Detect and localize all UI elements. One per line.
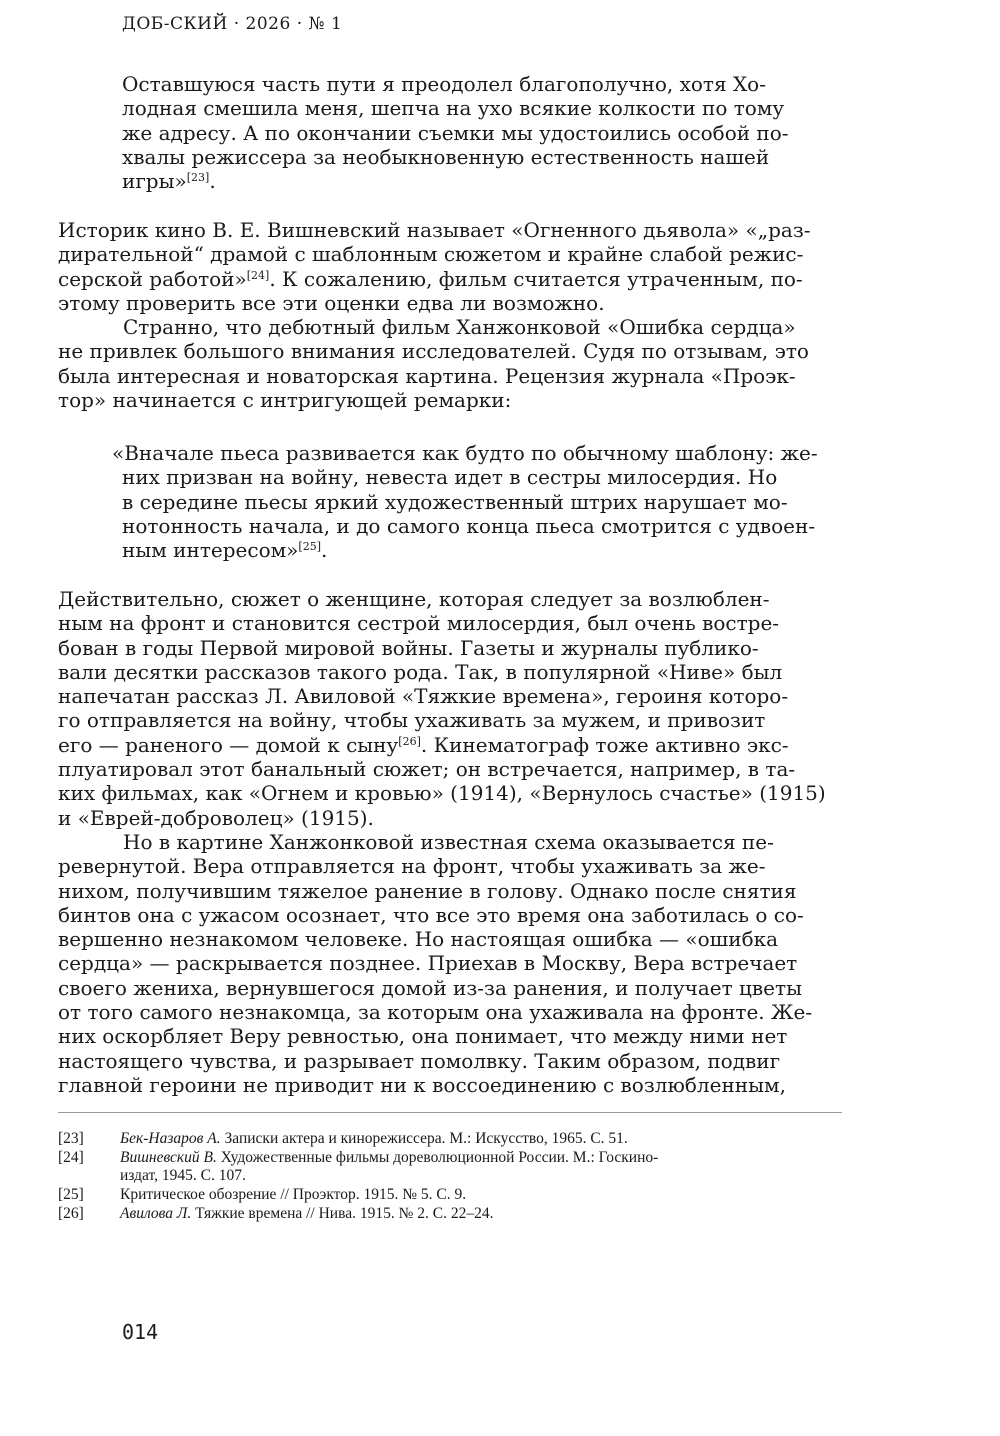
text-line: была интересная и новаторская картина. Рецензия журнала «Проэк- — [58, 363, 796, 388]
text-line: сердца» — раскрывается позднее. Приехав в Москву, Вера встречает — [58, 951, 798, 976]
text-line-indented: Странно, что дебютный фильм Ханжонковой «Ошибка сердца» — [123, 315, 796, 340]
footnote-text-continued: издат, 1945. С. 107. — [120, 1167, 246, 1184]
text-line: напечатан рассказ Л. Авиловой «Тяжкие времена», героиня которо- — [58, 684, 789, 709]
text-line: дирательной“ драмой с шаблонным сюжетом и крайне слабой режис- — [58, 242, 804, 267]
footnote-ref-26[interactable]: [26] — [398, 734, 421, 748]
text-line: ревернутой. Вера отправляется на фронт, чтобы ухаживать за же- — [58, 854, 766, 879]
text-line: Оставшуюся часть пути я преодолел благополучно, хотя Хо- — [122, 72, 766, 96]
footnote-author: Вишневский В. — [120, 1149, 217, 1166]
text-fragment: игры» — [122, 169, 187, 194]
text-fragment: его — раненого — домой к сыну — [58, 732, 399, 757]
text-line: не привлек большого внимания исследователей. Судя по отзывам, это — [58, 339, 809, 364]
footnote-ref-25[interactable]: [25] — [298, 540, 321, 554]
footnote-26 — [58, 1205, 858, 1223]
text-line: плуатировал этот банальный сюжет; он встречается, например, в та- — [58, 757, 796, 782]
text-line: нотонность начала, и до самого конца пьеса смотрится с удвоен- — [122, 513, 816, 538]
block-quote-2 — [112, 441, 818, 562]
footnote-number: [26] — [58, 1205, 84, 1222]
footnote-text: Записки актера и кинорежиссера. М.: Искусство, 1965. С. 51. — [220, 1130, 628, 1147]
text-fragment: . — [321, 538, 328, 563]
footnote-divider — [58, 1112, 842, 1113]
text-line: от того самого незнакомца, за которым она ухаживала на фронте. Же- — [58, 1000, 813, 1025]
running-head: ДОБ-СКИЙ · 2026 · № 1 — [122, 14, 343, 34]
footnote-number: [24] — [58, 1149, 84, 1166]
text-line: бинтов она с ужасом осознает, что все это время она заботилась о со- — [58, 902, 804, 927]
footnote-text: Художественные фильмы дореволюционной России. М.: Госкино- — [216, 1149, 659, 1166]
text-line: настоящего чувства, и разрывает помолвку. Таким образом, подвиг — [58, 1048, 781, 1073]
paragraph-2 — [58, 587, 826, 1097]
footnote-author: Авилова Л. — [120, 1205, 192, 1222]
text-line: Историк кино В. Е. Вишневский называет «Огненного дьявола» «„раз- — [58, 218, 811, 242]
text-fragment: . Кинематограф тоже активно экс- — [420, 732, 789, 757]
footnote-author: Бек-Назаров А. — [120, 1130, 221, 1147]
text-fragment: . — [209, 169, 216, 194]
text-line: и «Еврей-доброволец» (1915). — [58, 805, 374, 830]
text-line: в середине пьесы яркий художественный штрих нарушает мо- — [122, 489, 788, 514]
text-line: Действительно, сюжет о женщине, которая следует за возлюблен- — [58, 587, 770, 611]
text-line: них оскорбляет Веру ревностью, она понимает, что между ними нет — [58, 1024, 788, 1049]
text-line — [122, 169, 789, 193]
text-line — [112, 538, 818, 562]
text-line: лодная смешила меня, шепча на ухо всякие колкости по тому — [122, 96, 785, 121]
text-line: хвалы режиссера за необыкновенную естественность нашей — [122, 144, 770, 169]
text-line: го отправляется на войну, чтобы ухаживать за мужем, и привозит — [58, 708, 766, 733]
text-line: нихом, получившим тяжелое ранение в голову. Однако после снятия — [58, 878, 797, 903]
text-fragment: ным интересом» — [122, 538, 299, 563]
footnote-number: [25] — [58, 1186, 84, 1203]
footnote-24 — [58, 1149, 858, 1185]
text-line: «Вначале пьеса развивается как будто по обычному шаблону: же- — [112, 441, 818, 465]
footnote-ref-23[interactable]: [23] — [186, 171, 210, 185]
text-line: них призван на войну, невеста идет в сестры милосердия. Но — [122, 465, 778, 490]
footnote-number: [23] — [58, 1130, 84, 1147]
text-fragment: серской работой» — [58, 266, 247, 291]
text-line: бован в годы Первой мировой войны. Газеты и журналы публико- — [58, 635, 759, 660]
text-line: же адресу. А по окончании съемки мы удостоились особой по- — [122, 120, 789, 145]
text-line: главной героини не приводит ни к воссоединению с возлюбленным, — [58, 1072, 786, 1097]
footnote-25 — [58, 1186, 858, 1204]
footnote-ref-24[interactable]: [24] — [246, 268, 270, 282]
text-line — [58, 733, 826, 757]
paragraph-1 — [58, 218, 811, 412]
text-line: этому проверить все эти оценки едва ли возможно. — [58, 290, 605, 315]
block-quote-1 — [122, 72, 789, 193]
text-line-indented: Но в картине Ханжонковой известная схема оказывается пе- — [123, 829, 774, 854]
footnote-text: Критическое обозрение // Проэктор. 1915. № 5. С. 9. — [120, 1186, 467, 1203]
text-line: ких фильмах, как «Огнем и кровью» (1914), «Вернулось счастье» (1915) — [58, 781, 826, 806]
footnotes — [58, 1130, 858, 1224]
text-line: вершенно незнакомом человеке. Но настоящая ошибка — «ошибка — [58, 927, 779, 952]
text-line — [58, 267, 811, 291]
text-line: ным на фронт и становится сестрой милосердия, был очень востре- — [58, 611, 780, 636]
text-line: своего жениха, вернувшегося домой из-за ранения, и получает цветы — [58, 975, 802, 1000]
footnote-text: Тяжкие времена // Нива. 1915. № 2. С. 22–24. — [191, 1205, 494, 1222]
footnote-23 — [58, 1130, 858, 1148]
text-fragment: . К сожалению, фильм считается утраченным, по- — [269, 266, 803, 291]
text-line: вали десятки рассказов такого рода. Так, в популярной «Ниве» был — [58, 659, 783, 684]
text-line: тор» начинается с интригующей ремарки: — [58, 388, 512, 413]
page-number: 014 — [122, 1320, 159, 1344]
